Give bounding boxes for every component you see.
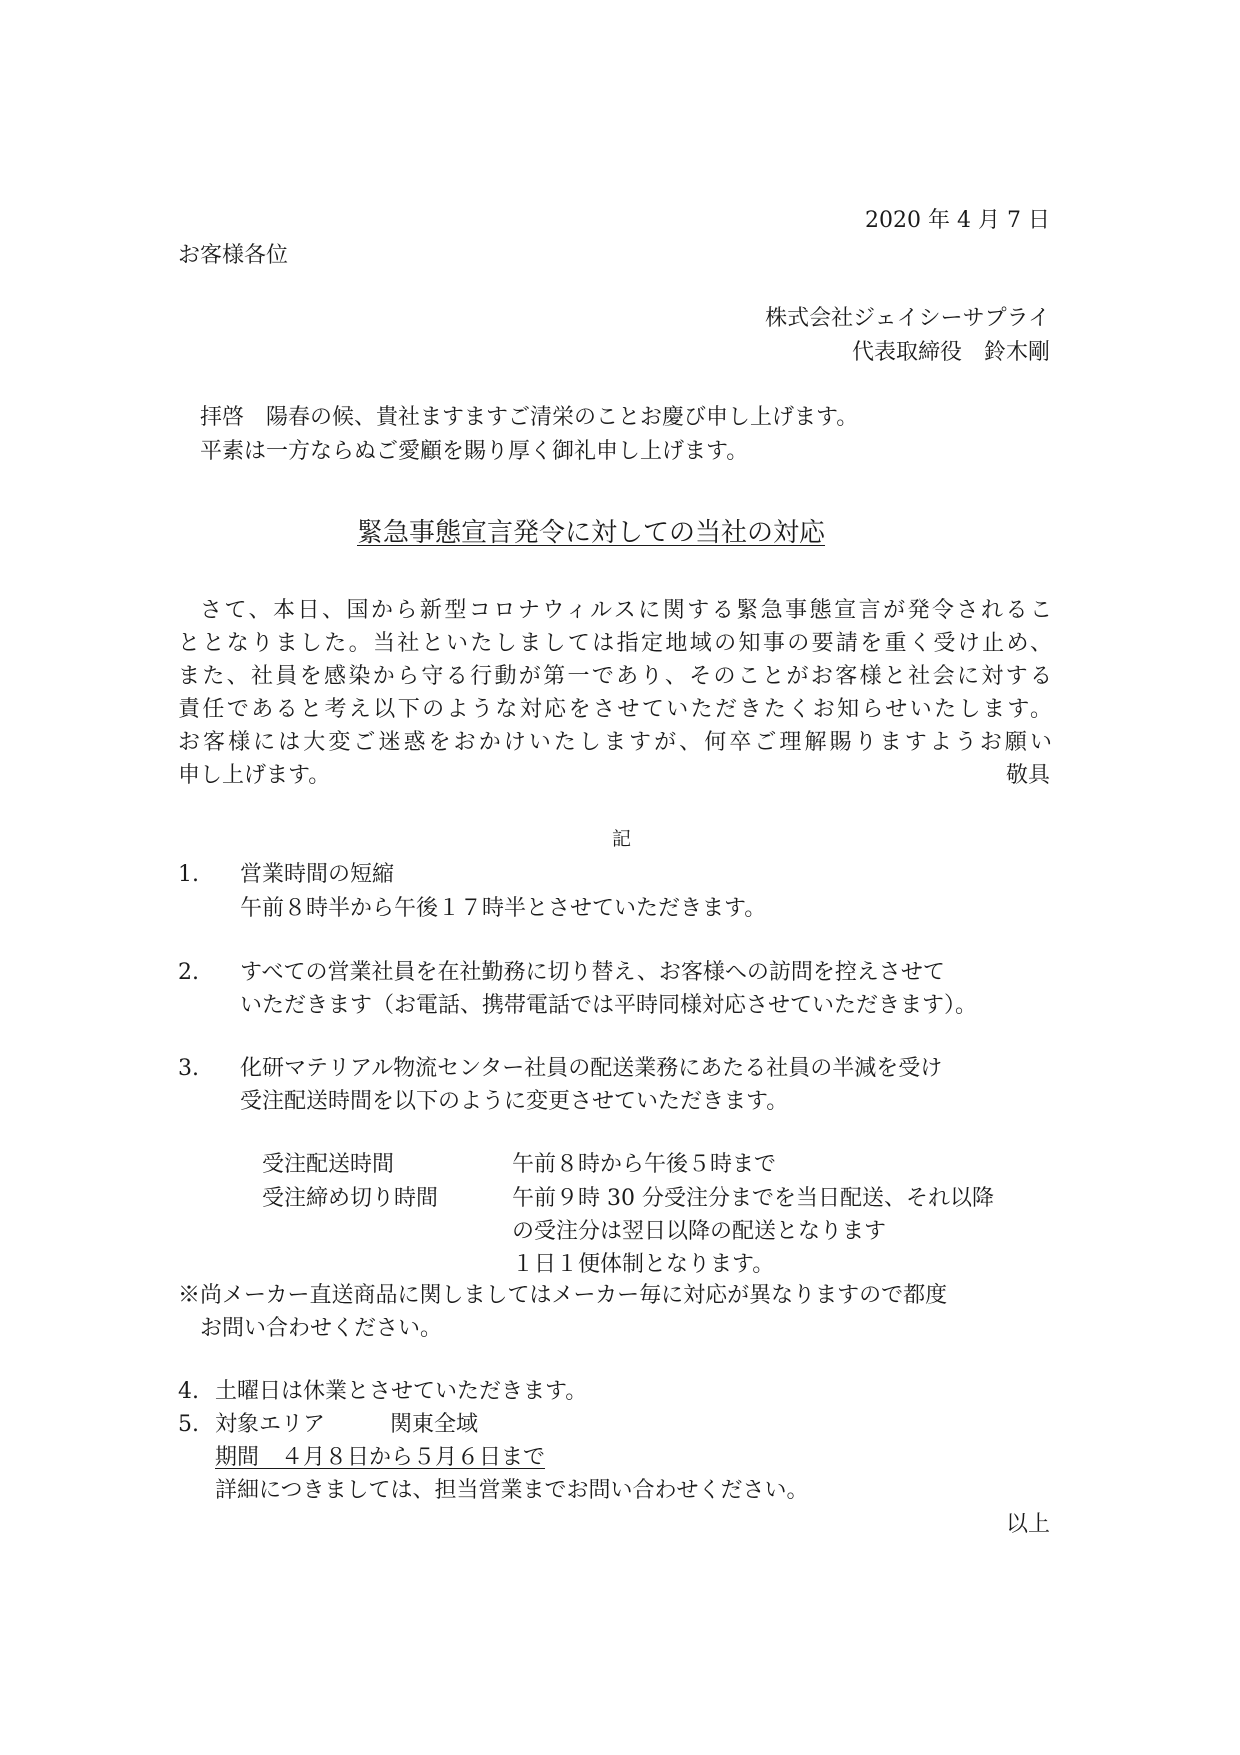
recipient: お客様各位 bbox=[178, 243, 289, 268]
page-title: 緊急事態宣言発令に対しての当社の対応 bbox=[357, 518, 826, 548]
period-text: 期間 ４月８日から５月６日まで bbox=[215, 1445, 546, 1470]
body-line-5: お客様には大変ご迷惑をおかけいたしますが、何卒ご理解賜りますようお願い bbox=[178, 730, 1052, 755]
target-area-value: 関東全域 bbox=[390, 1412, 479, 1437]
item-4-number: 4. bbox=[178, 1379, 199, 1404]
cutoff-time-value-line-1: 午前９時 30 分受注分までを当日配送、それ以降 bbox=[512, 1186, 994, 1211]
item-1-detail: 午前８時半から午後１７時半とさせていただきます。 bbox=[240, 896, 767, 921]
body-line-2: ととなりました。当社といたしましては指定地域の知事の要請を重く受け止め、 bbox=[178, 631, 1052, 656]
target-area-label: 対象エリア bbox=[215, 1412, 326, 1437]
item-3-number: 3. bbox=[178, 1056, 199, 1081]
item-3-note-line-2: お問い合わせください。 bbox=[200, 1316, 443, 1341]
item-5-number: 5. bbox=[178, 1412, 199, 1437]
sender-representative: 代表取締役 鈴木剛 bbox=[851, 340, 1050, 365]
closing-ijou: 以上 bbox=[1005, 1512, 1050, 1537]
body-line-4: 責任であると考え以下のような対応をさせていただきたくお知らせいたします。 bbox=[178, 697, 1052, 722]
item-2-line-2: いただきます（お電話、携帯電話では平時同様対応させていただきます）。 bbox=[240, 993, 978, 1018]
cutoff-time-value-line-3: １日１便体制となります。 bbox=[512, 1252, 775, 1277]
item-3-line-1: 化研マテリアル物流センター社員の配送業務にあたる社員の半減を受け bbox=[240, 1056, 943, 1081]
body-line-6: 申し上げます。 bbox=[178, 763, 331, 788]
body-line-1: さて、本日、国から新型コロナウィルスに関する緊急事態宣言が発令されるこ bbox=[200, 598, 1052, 623]
delivery-time-label: 受注配送時間 bbox=[262, 1152, 395, 1177]
item-2-line-1: すべての営業社員を在社勤務に切り替え、お客様への訪問を控えさせて bbox=[240, 960, 945, 985]
delivery-time-value: 午前８時から午後５時まで bbox=[512, 1152, 777, 1177]
greeting-line-1: 拝啓 陽春の候、貴社ますますご清栄のことお慶び申し上げます。 bbox=[200, 405, 859, 430]
contact-text: 詳細につきましては、担当営業までお問い合わせください。 bbox=[215, 1478, 809, 1503]
ki-heading: 記 bbox=[612, 828, 632, 850]
body-line-3: また、社員を感染から守る行動が第一であり、そのことがお客様と社会に対する bbox=[178, 664, 1052, 689]
cutoff-time-label: 受注締め切り時間 bbox=[262, 1186, 439, 1211]
closing-keigu: 敬具 bbox=[1005, 763, 1050, 788]
item-1-number: 1. bbox=[178, 862, 199, 887]
item-1-heading: 営業時間の短縮 bbox=[240, 862, 395, 887]
greeting-line-2: 平素は一方ならぬご愛顧を賜り厚く御礼申し上げます。 bbox=[200, 439, 749, 464]
document-date: 2020 年 4 月 7 日 bbox=[865, 208, 1050, 233]
item-3-line-2: 受注配送時間を以下のように変更させていただきます。 bbox=[240, 1089, 789, 1114]
item-4-text: 土曜日は休業とさせていただきます。 bbox=[215, 1379, 588, 1404]
cutoff-time-value-line-2: の受注分は翌日以降の配送となります bbox=[512, 1219, 887, 1244]
sender-company: 株式会社ジェイシーサプライ bbox=[765, 306, 1050, 331]
item-2-number: 2. bbox=[178, 960, 199, 985]
item-3-note-line-1: ※尚メーカー直送商品に関しましてはメーカー毎に対応が異なりますので都度 bbox=[178, 1283, 948, 1308]
